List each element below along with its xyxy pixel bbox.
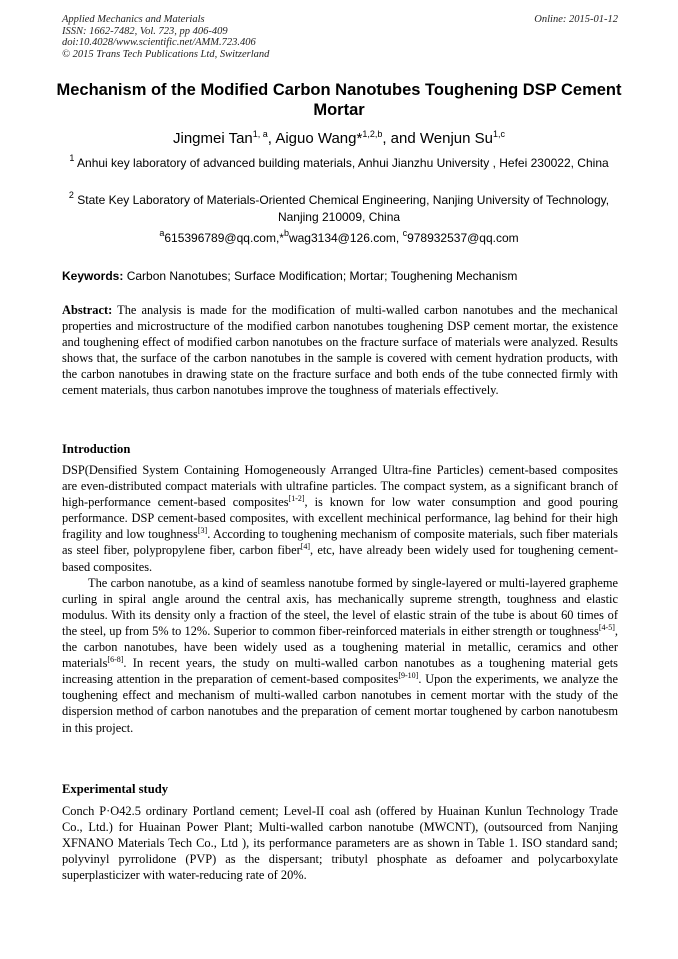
citation: [9-10] (398, 671, 419, 681)
paragraph-text: DSP(Densified System Containing Homogeneously Arranged Ultra-fine Particles) cement-based composites are even-distributed compact materials with ultrafine particles. The compact system, as a significant branch of high-performance cement-based composites (62, 463, 618, 510)
email-address: wag3134@126.com, (288, 231, 403, 245)
citation: [1-2] (288, 494, 305, 504)
paragraph-text: The carbon nanotube, as a kind of seamless nanotube formed by single-layered or multi-layered grapheme curling in spiral angle around the central axis, has mechanically supreme strength, toughness and elastic modulus. With its density only a fraction of the steel, the level of elastic strain of the tube is about 60 times of the steel, up from 5% to 12%. Superior to common fiber-reinforced materials in either strength or toughness (62, 575, 618, 638)
paragraph (62, 462, 618, 575)
paragraph-text: , etc, have already been widely used for toughening cement-based composites. (62, 543, 618, 574)
keywords-label: Keywords: (62, 269, 124, 283)
online-date: Online: 2015-01-12 (534, 14, 618, 25)
paragraph-text: . Upon the experiments, we analyze the toughening effect and mechanism of multi-walled carbon nanotubes in cement mortar with the study of the dispersion method of carbon nanotubes and the preparation of cement mortar toughened by carbon nanotubesm in this project. (62, 672, 618, 735)
author-separator: , (267, 130, 276, 147)
author-separator: , and (382, 130, 420, 147)
paper-title: Mechanism of the Modified Carbon Nanotubes Toughening DSP Cement Mortar (56, 81, 622, 119)
journal-name: Applied Mechanics and Materials (62, 14, 205, 25)
journal-header (62, 14, 618, 60)
affiliation-number: 1 (69, 153, 75, 163)
author-name: Wenjun Su (419, 130, 493, 147)
introduction-body (62, 462, 618, 736)
keywords-text: Carbon Nanotubes; Surface Modification; Mortar; Toughening Mechanism (123, 269, 518, 283)
email-line (0, 230, 678, 246)
section-heading-introduction: Introduction (62, 442, 131, 456)
affiliation (64, 155, 614, 172)
citation: [6-8] (107, 655, 124, 665)
issn-line: ISSN: 1662-7482, Vol. 723, pp 406-409 (62, 25, 228, 37)
affiliation (64, 192, 614, 226)
copyright-line: © 2015 Trans Tech Publications Ltd, Switzerland (62, 48, 270, 60)
section-heading-experimental: Experimental study (62, 782, 169, 796)
affiliation-text: State Key Laboratory of Materials-Oriented Chemical Engineering, Nanjing University of Technology, Nanjing 210009, China (77, 193, 610, 224)
citation: [4-5] (598, 622, 615, 632)
affiliation-text: Anhui key laboratory of advanced building materials, Anhui Jianzhu University , Hefei 230022, China (77, 156, 609, 170)
paragraph-text: , is known for low water consumption and good pouring performance. DSP cement-based composites, with excellent mechinical performance, lag behind for their high fragility and low toughness (62, 495, 618, 542)
author-list (0, 130, 678, 148)
keywords (62, 268, 618, 284)
email-mark: c (402, 228, 408, 238)
author-name: Jingmei Tan (173, 130, 253, 147)
author-name: Aiguo Wang* (275, 130, 363, 147)
paragraph-text: . According to toughening mechanism of composite materials, such fiber materials as steel fiber, polypropylene fiber, carbon fiber (62, 527, 618, 558)
paragraph: Conch P·O42.5 ordinary Portland cement; Level-II coal ash (offered by Huainan Kunlun Technology Trade Co., Ltd.) for Huainan Power Plant; Multi-walled carbon nanotube (MWCNT), (outsourced from Nanjing XFNANO Materials Tech Co., Ltd ), its performance parameters are as shown in Table 1. ISO standard sand; polyvinyl pyrrolidone (PVP) as the dispersant; tributyl phosphate as defoamer and polycarboxylate superplasticizer with water-reducing rate of 20%. (62, 804, 618, 883)
email-mark: a (159, 228, 165, 238)
abstract-text: The analysis is made for the modification of multi-walled carbon nanotubes and the mechanical properties and microstructure of the modified carbon nanotubes toughening DSP cement mortar, the existence and toughening effect of modified carbon nanotubes on the fracture surface of materials were analyzed. Results shows that, the surface of the carbon nanotubes in the sample is covered with cement hydration products, with the carbon nanotubes in drawing state on the fracture surface and both ends of the tube connected firmly with cement materials, thus carbon nanotubes improve the toughness of materials effectively. (62, 303, 618, 398)
author-affiliation-mark: 1,2,b (362, 129, 383, 139)
author-affiliation-mark: 1, a (252, 129, 268, 139)
citation: [4] (300, 542, 311, 552)
paragraph-text: . In recent years, the study on multi-walled carbon nanotubes as a toughening material gets increasing attention in the preparation of cement-based composites (62, 656, 618, 687)
email-address: 978932537@qq.com (407, 231, 519, 245)
paragraph-text: , the carbon nanotubes, have been widely used as a toughening material in metallic, ceramics and other materials (62, 623, 618, 671)
affiliation-number: 2 (68, 190, 74, 200)
email-address: 615396789@qq.com,* (164, 231, 284, 245)
author-affiliation-mark: 1,c (492, 129, 505, 139)
paragraph (62, 575, 618, 736)
doi-line: doi:10.4028/www.scientific.net/AMM.723.406 (62, 37, 256, 48)
experimental-body (62, 803, 618, 883)
abstract-label: Abstract: (62, 303, 113, 317)
email-mark: b (283, 228, 289, 238)
abstract (62, 302, 618, 399)
citation: [3] (197, 526, 208, 536)
